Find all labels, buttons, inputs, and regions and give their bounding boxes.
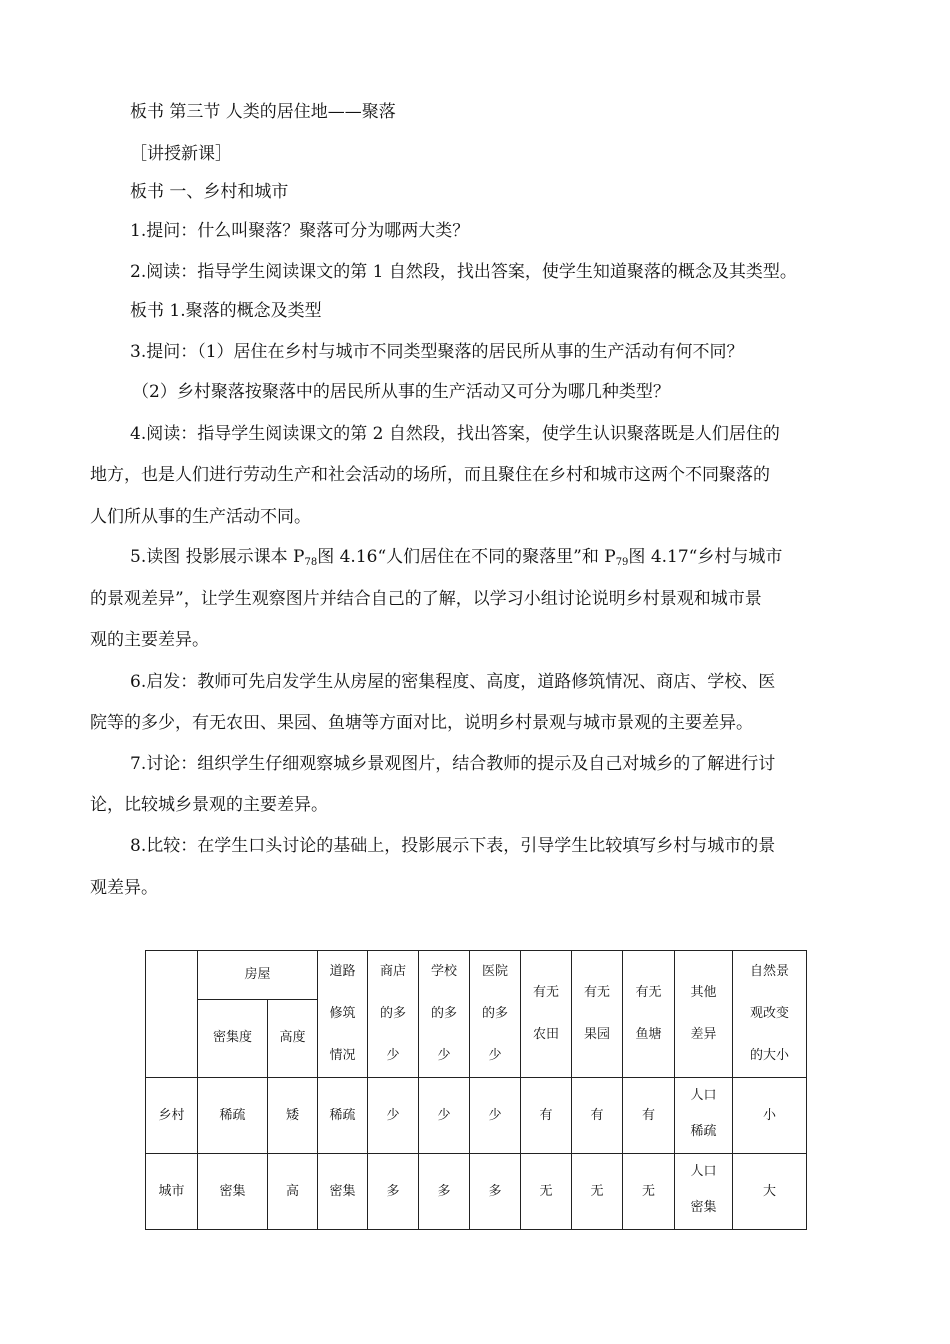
section-title: 板书 第三节 人类的居住地——聚落 xyxy=(130,102,396,122)
corner-cell xyxy=(146,951,198,1078)
header-housing: 房屋 xyxy=(198,951,318,1000)
paragraph-discuss-line2: 论，比较城乡景观的主要差异。 xyxy=(90,795,328,815)
table-row xyxy=(146,1154,807,1230)
board-heading-1: 板书 一、乡村和城市 xyxy=(130,182,289,202)
paragraph-figure-line2: 的景观差异”，让学生观察图片并结合自己的了解，以学习小组讨论说明乡村景观和城市景 xyxy=(90,589,762,609)
paragraph-compare-line1: 8.比较：在学生口头讨论的基础上，投影展示下表，引导学生比较填写乡村与城市的景 xyxy=(130,836,776,856)
cell-nature: 小 xyxy=(733,1078,807,1154)
page-subscript-78: 78 xyxy=(304,557,318,568)
cell-road: 密集 xyxy=(318,1154,368,1230)
header-orchard: 有无 果园 xyxy=(572,951,623,1078)
cell-farmland: 无 xyxy=(521,1154,572,1230)
header-schools: 学校 的多 少 xyxy=(419,951,470,1078)
board-heading-2: 板书 1.聚落的概念及类型 xyxy=(130,301,322,321)
cell-farmland: 有 xyxy=(521,1078,572,1154)
cell-road: 稀疏 xyxy=(318,1078,368,1154)
header-shops: 商店 的多 少 xyxy=(368,951,419,1078)
cell-density: 稀疏 xyxy=(198,1078,268,1154)
figure-text-a: 5.读图 投影展示课本 P xyxy=(130,547,305,567)
header-nature: 自然景 观改变 的大小 xyxy=(733,951,807,1078)
header-other: 其他 差异 xyxy=(675,951,733,1078)
cell-schools: 多 xyxy=(419,1154,470,1230)
header-farmland: 有无 农田 xyxy=(521,951,572,1078)
cell-other: 人口 密集 xyxy=(675,1154,733,1230)
paragraph-reading-2-line2: 地方，也是人们进行劳动生产和社会活动的场所，而且聚住在乡村和城市这两个不同聚落的 xyxy=(90,465,770,485)
paragraph-reading-2-line1: 4.阅读：指导学生阅读课文的第 2 自然段，找出答案，使学生认识聚落既是人们居住的 xyxy=(130,424,780,444)
cell-pond: 无 xyxy=(623,1154,675,1230)
figure-text-c: 图 4.16“人们居住在不同的聚落里”和 P xyxy=(317,547,616,567)
header-hospitals: 医院 的多 少 xyxy=(470,951,521,1078)
paragraph-figure-line3: 观的主要差异。 xyxy=(90,630,209,650)
paragraph-inspire-line2: 院等的多少，有无农田、果园、鱼塘等方面对比，说明乡村景观与城市景观的主要差异。 xyxy=(90,713,753,733)
cell-density: 密集 xyxy=(198,1154,268,1230)
paragraph-figure-line1 xyxy=(130,545,870,569)
figure-text-e: 图 4.17“乡村与城市 xyxy=(628,547,783,567)
row-label: 城市 xyxy=(146,1154,198,1230)
page-subscript-79: 79 xyxy=(615,557,629,568)
table-header-row-1 xyxy=(146,951,807,1000)
lesson-heading: ［讲授新课］ xyxy=(130,144,232,164)
header-height: 高度 xyxy=(268,999,318,1077)
cell-orchard: 无 xyxy=(572,1154,623,1230)
paragraph-reading-1: 2.阅读：指导学生阅读课文的第 1 自然段，找出答案，使学生知道聚落的概念及其类型。 xyxy=(130,262,797,282)
cell-nature: 大 xyxy=(733,1154,807,1230)
header-road: 道路 修筑 情况 xyxy=(318,951,368,1078)
header-pond: 有无 鱼塘 xyxy=(623,951,675,1078)
paragraph-compare-line2: 观差异。 xyxy=(90,878,158,898)
cell-shops: 少 xyxy=(368,1078,419,1154)
header-density: 密集度 xyxy=(198,999,268,1077)
paragraph-question-3b: （2）乡村聚落按聚落中的居民所从事的生产活动又可分为哪几种类型？ xyxy=(132,382,670,402)
row-label: 乡村 xyxy=(146,1078,198,1154)
paragraph-question-3: 3.提问：（1）居住在乡村与城市不同类型聚落的居民所从事的生产活动有何不同？ xyxy=(130,342,744,362)
cell-shops: 多 xyxy=(368,1154,419,1230)
paragraph-question-1: 1.提问：什么叫聚落？聚落可分为哪两大类？ xyxy=(130,221,470,241)
cell-orchard: 有 xyxy=(572,1078,623,1154)
table-row xyxy=(146,1078,807,1154)
cell-hospitals: 少 xyxy=(470,1078,521,1154)
cell-height: 矮 xyxy=(268,1078,318,1154)
paragraph-inspire-line1: 6.启发：教师可先启发学生从房屋的密集程度、高度，道路修筑情况、商店、学校、医 xyxy=(130,672,776,692)
cell-other: 人口 稀疏 xyxy=(675,1078,733,1154)
cell-height: 高 xyxy=(268,1154,318,1230)
paragraph-discuss-line1: 7.讨论：组织学生仔细观察城乡景观图片，结合教师的提示及自己对城乡的了解进行讨 xyxy=(130,754,776,774)
cell-pond: 有 xyxy=(623,1078,675,1154)
cell-hospitals: 多 xyxy=(470,1154,521,1230)
paragraph-reading-2-line3: 人们所从事的生产活动不同。 xyxy=(90,507,311,527)
cell-schools: 少 xyxy=(419,1078,470,1154)
comparison-table xyxy=(145,950,807,1230)
